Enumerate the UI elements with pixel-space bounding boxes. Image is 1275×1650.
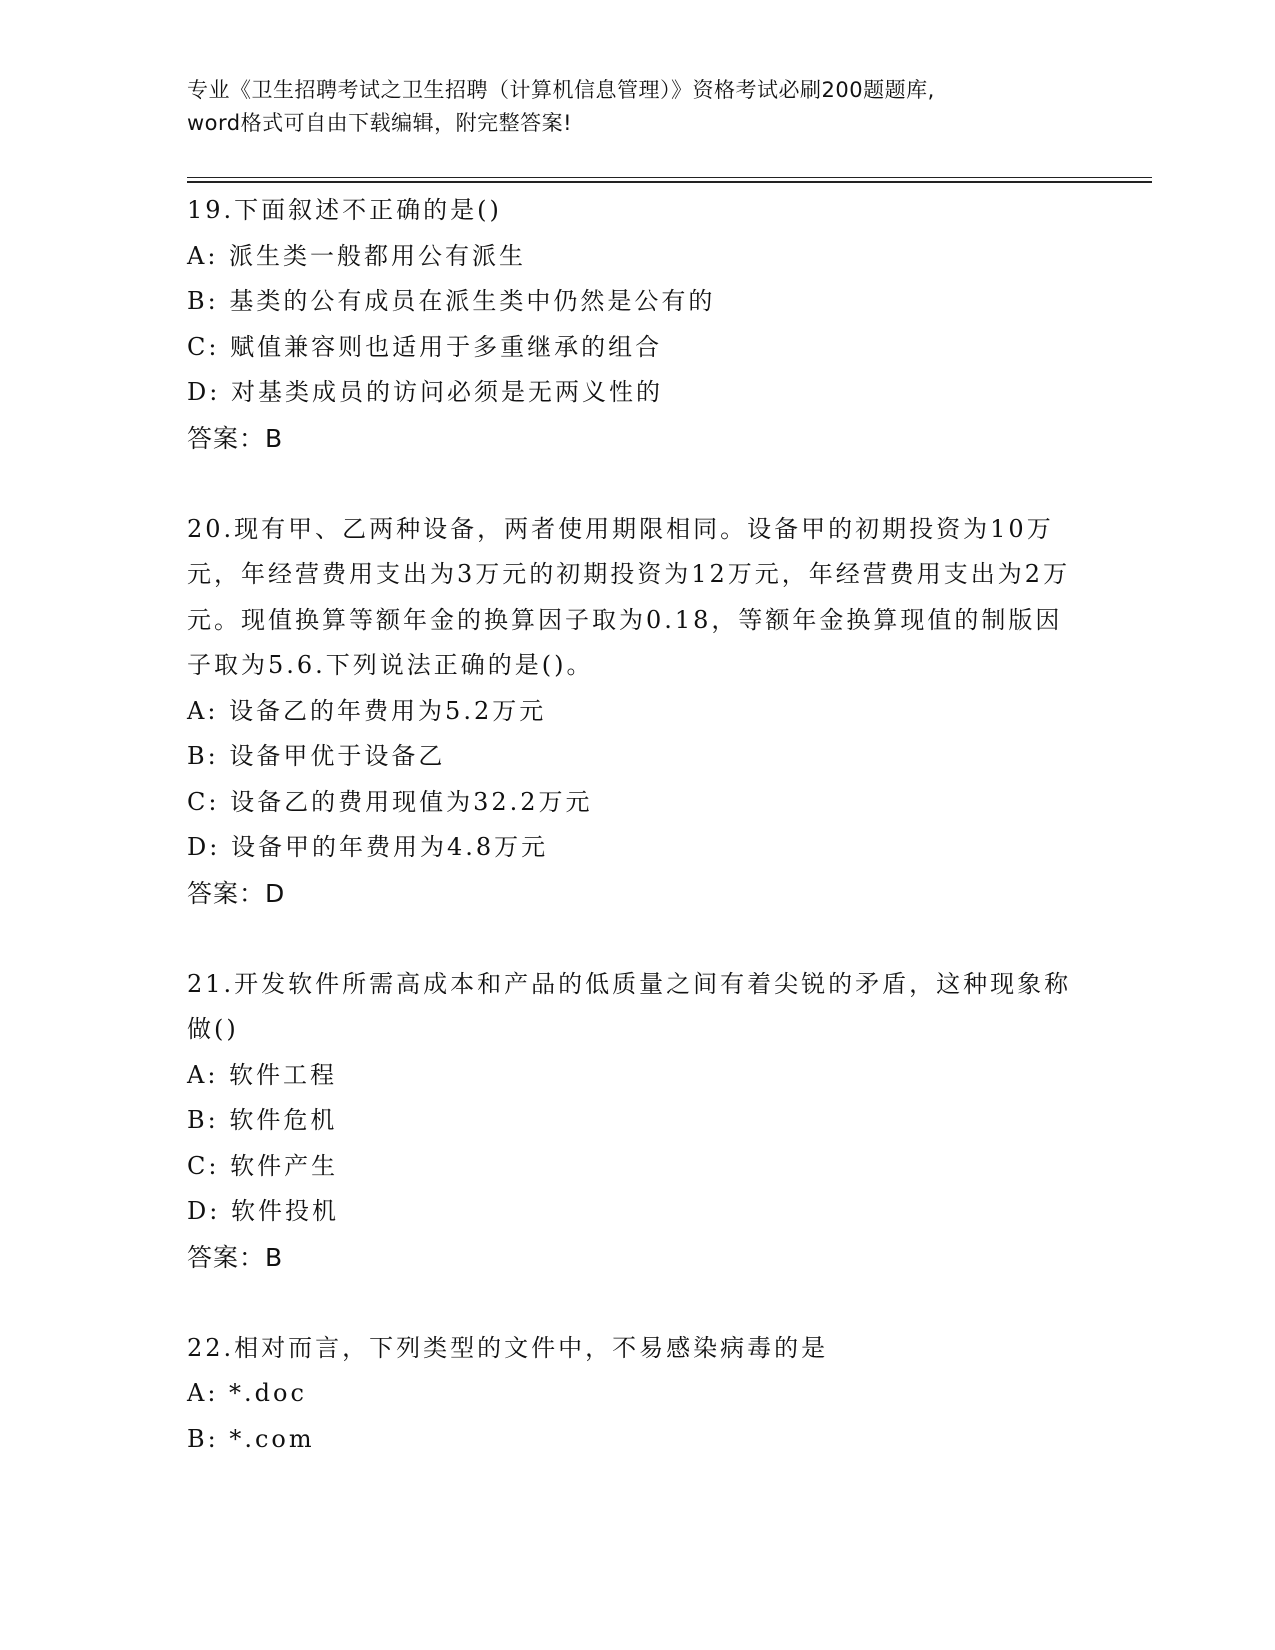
header-divider-thick bbox=[187, 181, 1152, 183]
option-d: D: 软件投机 bbox=[187, 1197, 339, 1225]
option-d: D: 设备甲的年费用为4.8万元 bbox=[187, 833, 549, 861]
question-text: 20.现有甲、乙两种设备，两者使用期限相同。设备甲的初期投资为10万元，年经营费用支出为3万元的初期投资为12万元，年经营费用支出为2万元。现值换算等额年金的换算因子取为0.18，等额年金换算现值的制版因子取为5.6.下列说法正确的是()。 bbox=[187, 514, 1071, 679]
question-text: 22.相对而言，下列类型的文件中，不易感染病毒的是 bbox=[187, 1333, 829, 1362]
spacer bbox=[187, 916, 1087, 962]
question-list bbox=[187, 188, 1087, 1462]
option-c: C: 设备乙的费用现值为32.2万元 bbox=[187, 787, 593, 816]
question-21 bbox=[187, 962, 1087, 1281]
question-19 bbox=[187, 188, 1087, 461]
header-divider-thin bbox=[187, 177, 1152, 178]
option-a: A: 派生类一般都用公有派生 bbox=[187, 241, 527, 270]
question-22 bbox=[187, 1326, 1087, 1463]
question-20 bbox=[187, 507, 1087, 917]
option-b: B: 基类的公有成员在派生类中仍然是公有的 bbox=[187, 287, 716, 315]
option-b: B: *.com bbox=[187, 1424, 315, 1453]
question-text: 19.下面叙述不正确的是() bbox=[187, 196, 502, 224]
option-a: A: *.doc bbox=[187, 1379, 307, 1407]
header-line-1: 专业《卫生招聘考试之卫生招聘（计算机信息管理）》资格考试必刷200题题库, bbox=[187, 78, 935, 102]
document-header bbox=[187, 74, 1087, 140]
question-text: 21.开发软件所需高成本和产品的低质量之间有着尖锐的矛盾，这种现象称做() bbox=[187, 969, 1072, 1043]
answer: 答案：B bbox=[187, 1242, 284, 1272]
spacer bbox=[187, 1280, 1087, 1326]
option-a: A: 软件工程 bbox=[187, 1060, 338, 1089]
answer: 答案：D bbox=[187, 878, 286, 908]
spacer bbox=[187, 461, 1087, 507]
option-a: A: 设备乙的年费用为5.2万元 bbox=[187, 696, 547, 725]
option-d: D: 对基类成员的访问必须是无两义性的 bbox=[187, 378, 663, 406]
option-b: B: 设备甲优于设备乙 bbox=[187, 742, 446, 770]
option-c: C: 软件产生 bbox=[187, 1151, 339, 1180]
header-line-2: word格式可自由下载编辑，附完整答案! bbox=[187, 111, 573, 135]
option-b: B: 软件危机 bbox=[187, 1106, 338, 1134]
option-c: C: 赋值兼容则也适用于多重继承的组合 bbox=[187, 332, 663, 361]
answer: 答案：B bbox=[187, 423, 284, 453]
